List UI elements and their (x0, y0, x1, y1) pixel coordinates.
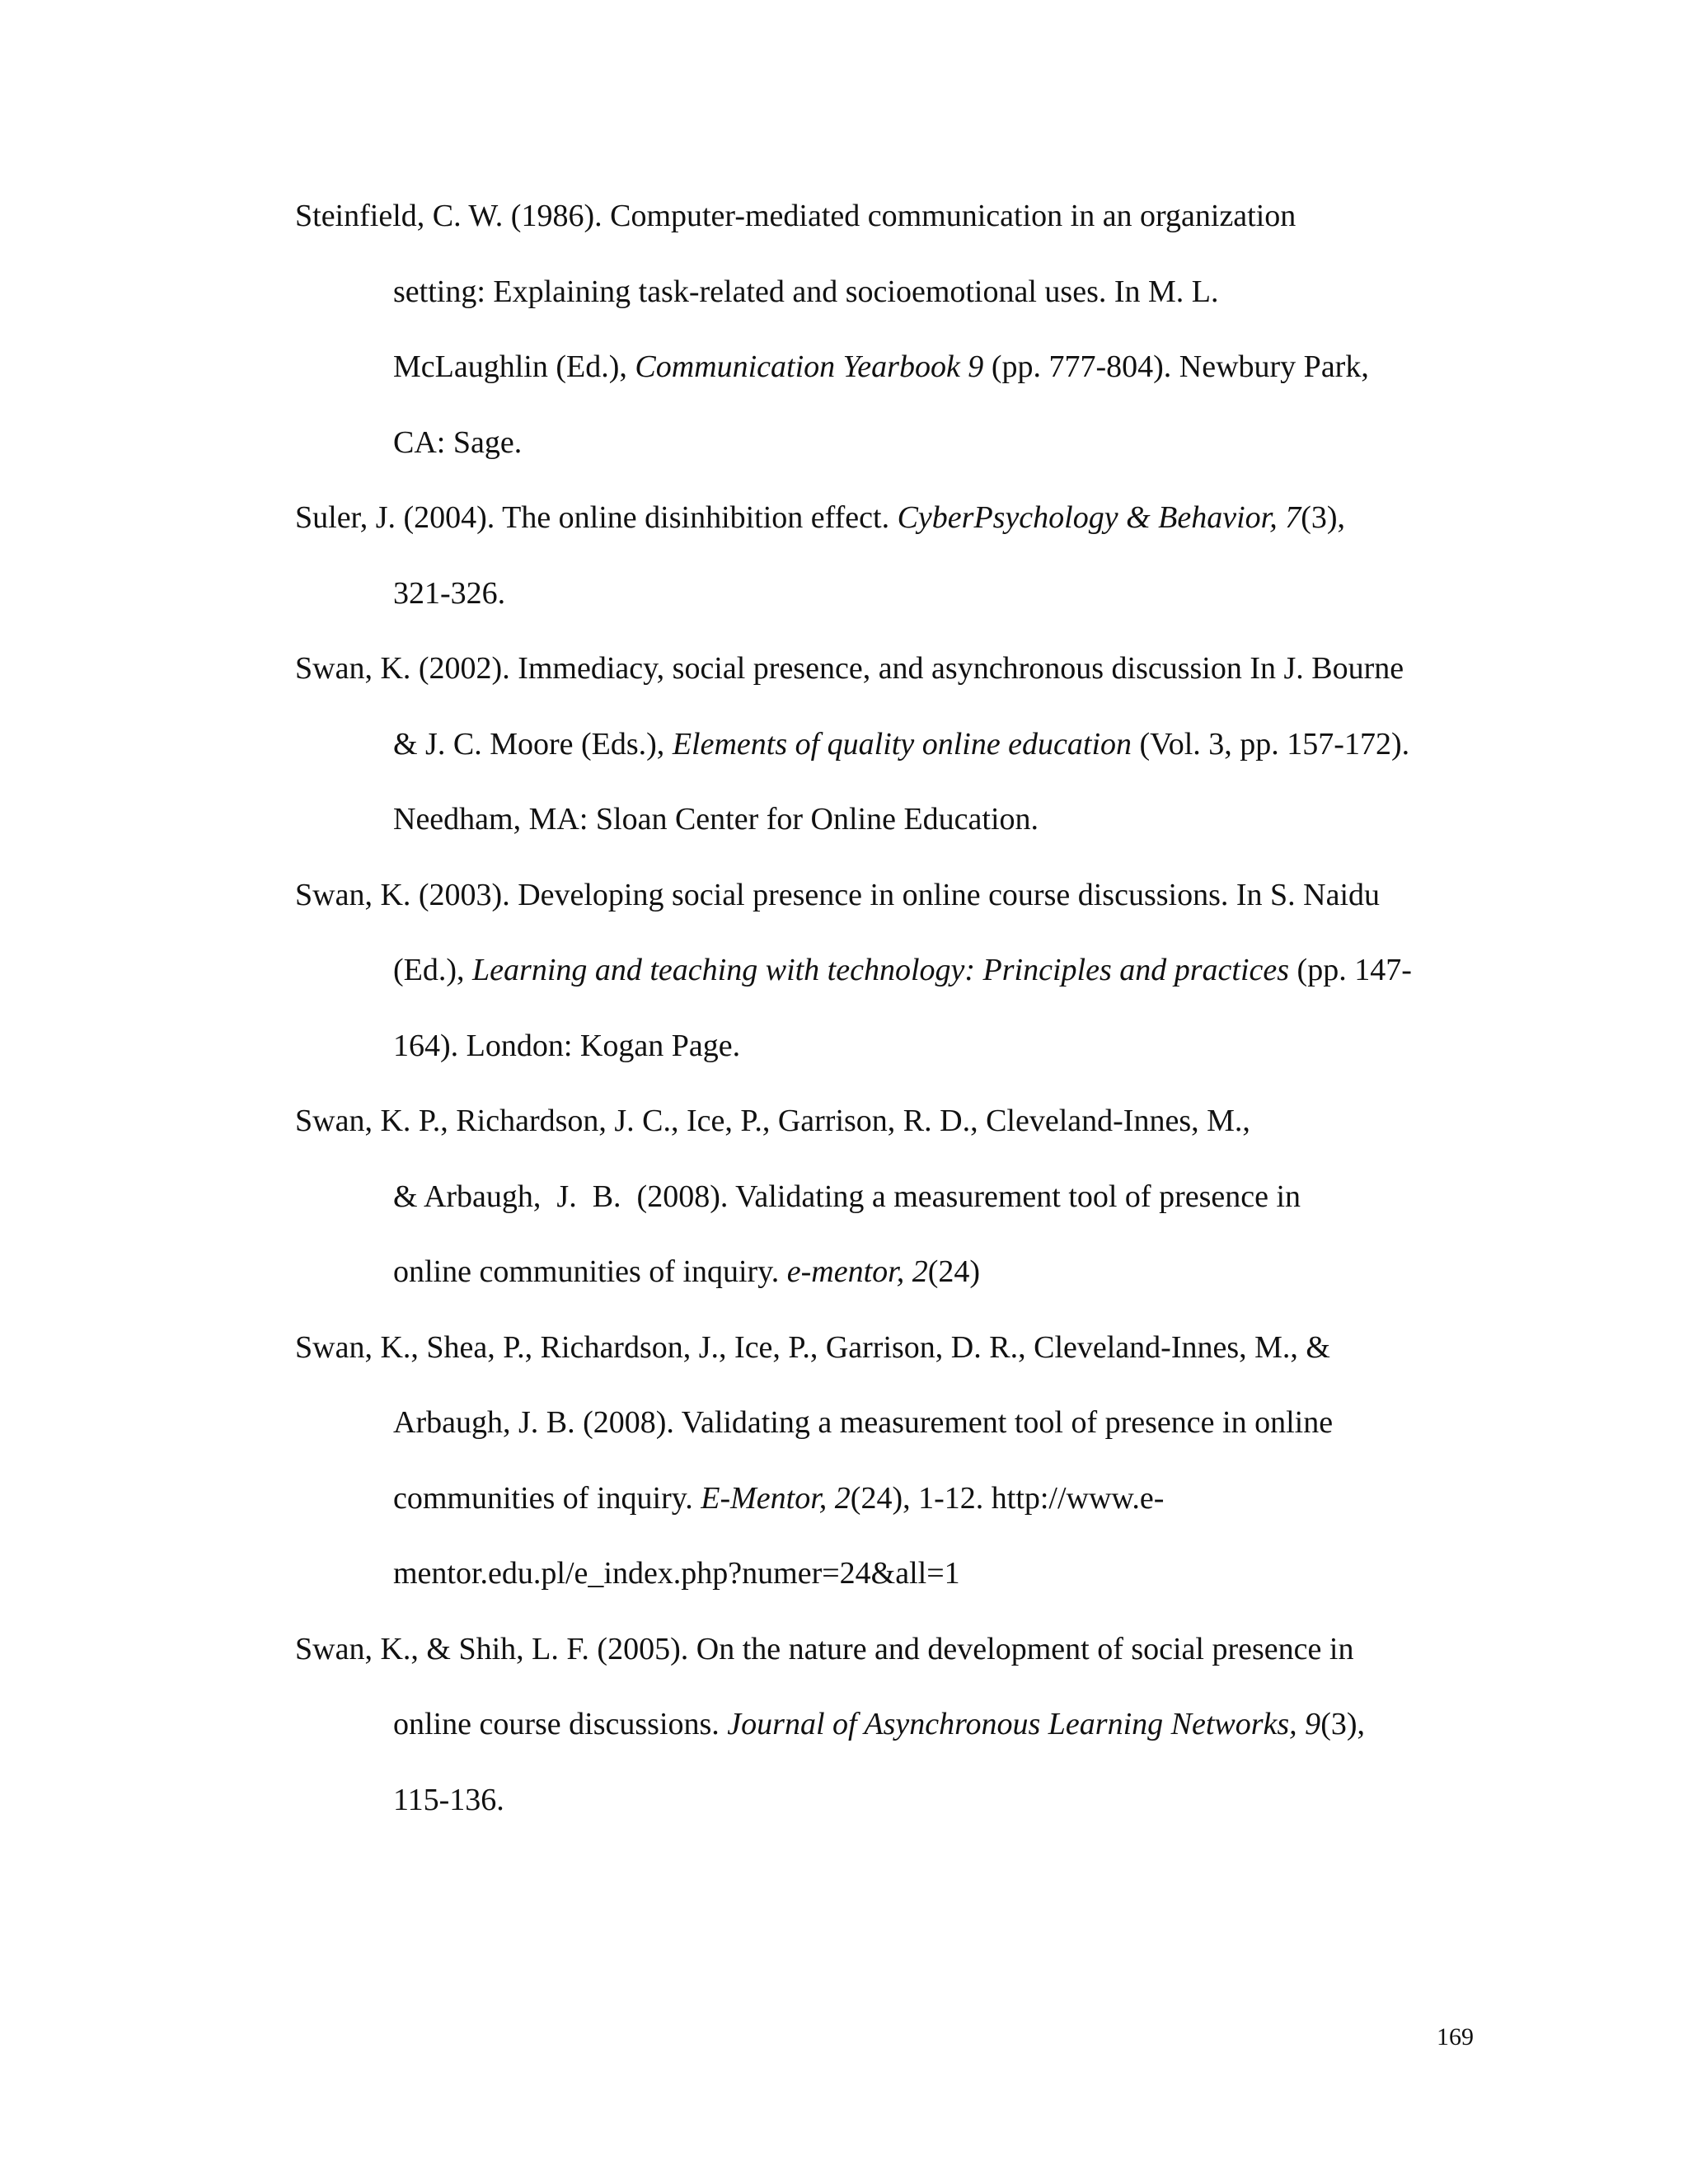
reference-entry (295, 644, 1465, 870)
reference-text-segment: communities of inquiry. (393, 1480, 701, 1516)
reference-text-segment: (3), (1301, 500, 1346, 535)
reference-text-segment: (24) (927, 1254, 981, 1289)
reference-first-line (295, 1096, 1465, 1172)
reference-first-line (295, 644, 1465, 719)
reference-entry (295, 1323, 1465, 1624)
reference-first-line (295, 1323, 1465, 1399)
reference-continuation-line (295, 342, 1465, 418)
reference-first-line (295, 493, 1465, 569)
reference-list (295, 191, 1465, 1850)
reference-continuation-line (295, 794, 1465, 870)
reference-text-segment: online course discussions. (393, 1707, 728, 1741)
reference-text-segment: (pp. 777-804). Newbury Park, (983, 349, 1369, 384)
page-number: 169 (1437, 2023, 1474, 2050)
reference-continuation-line (295, 1172, 1465, 1248)
reference-text-segment: Suler, J. (2004). The online disinhibition effect. (295, 500, 898, 535)
reference-text-segment: Arbaugh, J. B. (2008). Validating a measurement tool of presence in online (393, 1405, 1334, 1440)
reference-text-segment: mentor.edu.pl/e_index.php?numer=24&all=1 (393, 1556, 960, 1591)
reference-italic-segment: E-Mentor, 2 (701, 1480, 851, 1516)
reference-continuation-line (295, 719, 1465, 795)
reference-text-segment: Steinfield, C. W. (1986). Computer-mediated communication in an organization (295, 199, 1296, 233)
reference-entry (295, 1624, 1465, 1851)
reference-text-segment: online communities of inquiry. (393, 1254, 787, 1289)
reference-entry (295, 191, 1465, 493)
reference-continuation-line (295, 1021, 1465, 1097)
reference-first-line (295, 191, 1465, 267)
reference-continuation-line (295, 1549, 1465, 1624)
reference-text-segment: & J. C. Moore (Eds.), (393, 726, 673, 762)
reference-text-segment: (Vol. 3, pp. 157-172). (1132, 726, 1410, 762)
reference-italic-segment: CyberPsychology & Behavior, 7 (897, 500, 1301, 535)
reference-continuation-line (295, 267, 1465, 343)
reference-italic-segment: Elements of quality online education (672, 726, 1132, 762)
reference-text-segment: (24), 1-12. http://www.e- (850, 1480, 1165, 1516)
reference-continuation-line (295, 418, 1465, 494)
reference-text-segment: Needham, MA: Sloan Center for Online Education. (393, 802, 1039, 837)
reference-continuation-line (295, 1474, 1465, 1549)
reference-entry (295, 1096, 1465, 1323)
reference-text-segment: Swan, K. (2002). Immediacy, social presence, and asynchronous discussion In J. Bourne (295, 651, 1404, 686)
reference-italic-segment: e-mentor, 2 (786, 1254, 928, 1289)
reference-text-segment: 115-136. (393, 1782, 504, 1817)
reference-entry (295, 493, 1465, 644)
reference-entry (295, 870, 1465, 1097)
reference-text-segment: (Ed.), (393, 953, 473, 987)
reference-text-segment: (3), (1320, 1707, 1365, 1741)
reference-continuation-line (295, 1699, 1465, 1775)
reference-first-line (295, 870, 1465, 946)
reference-text-segment: CA: Sage. (393, 424, 523, 460)
reference-continuation-line (295, 1247, 1465, 1323)
reference-italic-segment: Learning and teaching with technology: Principles and practices (472, 953, 1290, 987)
reference-text-segment: 321-326. (393, 575, 506, 611)
reference-text-segment: Swan, K. P., Richardson, J. C., Ice, P., Garrison, R. D., Cleveland-Innes, M., (295, 1104, 1250, 1138)
reference-text-segment: Swan, K. (2003). Developing social presence in online course discussions. In S. Naidu (295, 877, 1381, 912)
reference-first-line (295, 1624, 1465, 1700)
reference-text-segment: 164). London: Kogan Page. (393, 1028, 741, 1063)
reference-text-segment: McLaughlin (Ed.), (393, 349, 635, 384)
reference-text-segment: Swan, K., Shea, P., Richardson, J., Ice, P., Garrison, D. R., Cleveland-Innes, M., & (295, 1329, 1330, 1365)
reference-text-segment: setting: Explaining task-related and socioemotional uses. In M. L. (393, 274, 1219, 309)
reference-italic-segment: Communication Yearbook 9 (635, 349, 984, 384)
reference-continuation-line (295, 569, 1465, 644)
reference-italic-segment: Journal of Asynchronous Learning Networks, 9 (727, 1707, 1321, 1741)
reference-text-segment: (pp. 147- (1289, 953, 1412, 987)
reference-continuation-line (295, 1398, 1465, 1474)
reference-continuation-line (295, 945, 1465, 1021)
reference-text-segment: Swan, K., & Shih, L. F. (2005). On the nature and development of social presence in (295, 1631, 1354, 1666)
reference-text-segment: & Arbaugh, J. B. (2008). Validating a measurement tool of presence in (393, 1179, 1301, 1214)
reference-continuation-line (295, 1775, 1465, 1851)
